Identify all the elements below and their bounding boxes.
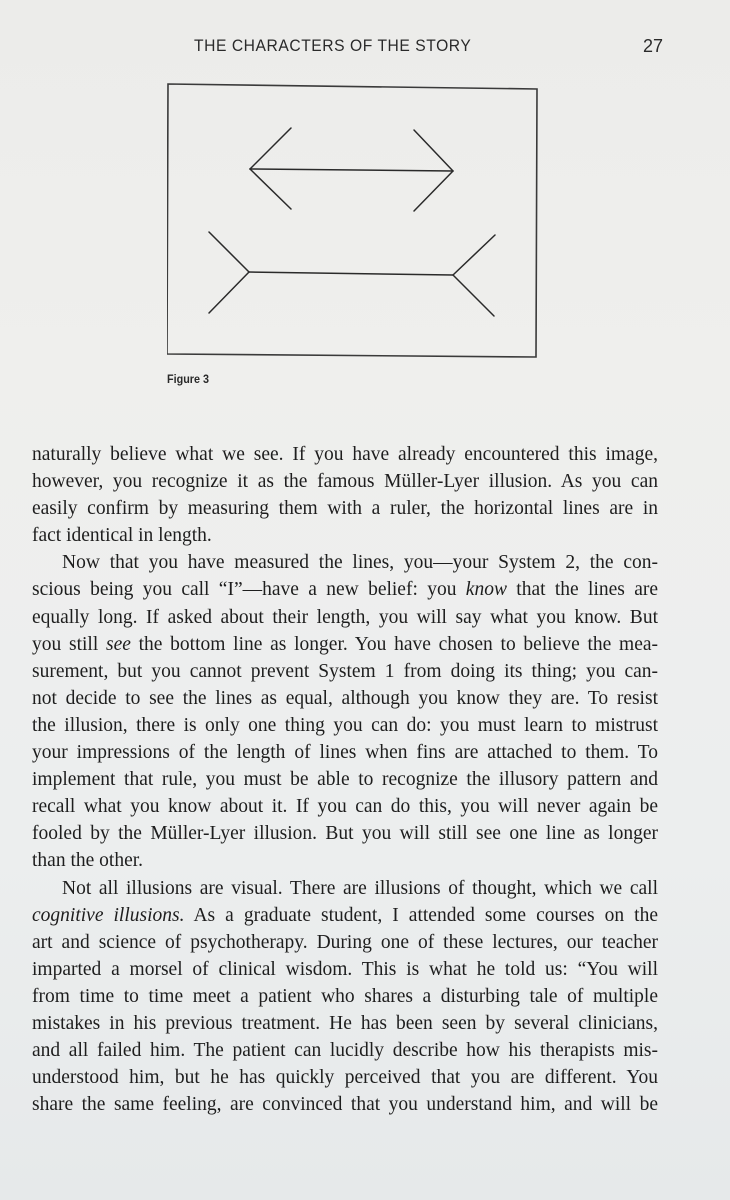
- text-segment: that the lines are: [506, 579, 659, 601]
- text-line: [32, 875, 658, 902]
- top-line-arrowheads: [250, 128, 453, 211]
- text-line: [32, 793, 658, 820]
- text-line: [32, 549, 658, 576]
- text-line: [32, 495, 658, 522]
- text-line: [32, 820, 658, 847]
- figure-frame: [167, 84, 537, 357]
- bottom-line-fins: [209, 232, 495, 316]
- text-line: [32, 929, 658, 956]
- text-segment: not decide to see the lines as equal, although you know they are. To resist: [32, 687, 658, 709]
- figure-caption: Figure 3: [167, 372, 210, 386]
- text-segment: surement, but you cannot prevent System 1 from doing its thing; you can-: [32, 660, 658, 682]
- text-segment: your impressions of the length of lines when fins are attached to them. To: [32, 742, 658, 764]
- text-line: [32, 766, 658, 793]
- paragraph: [32, 549, 658, 874]
- text-line: [32, 847, 658, 874]
- text-line: [32, 902, 658, 929]
- text-segment: imparted a morsel of clinical wisdom. This is what he told us: “You will: [32, 958, 658, 980]
- text-segment: recall what you know about it. If you can do this, you will never again be: [32, 796, 658, 818]
- text-line: [32, 1064, 658, 1091]
- figure-muller-lyer-illusion: [167, 83, 537, 357]
- text-line: [32, 685, 658, 712]
- paragraph: [32, 875, 658, 1119]
- text-segment: the illusion, there is only one thing you can do: you must learn to mistrust: [32, 714, 658, 736]
- text-segment: than the other.: [32, 850, 144, 872]
- text-segment: As a graduate student, I attended some courses on the: [184, 904, 658, 926]
- text-segment: easily confirm by measuring them with a ruler, the horizontal lines are in: [32, 498, 658, 520]
- text-segment: the bottom line as longer. You have chosen to believe the mea-: [130, 633, 658, 655]
- text-segment: from time to time meet a patient who shares a disturbing tale of multiple: [32, 985, 658, 1007]
- text-segment: scious being you call “I”—have a new belief: you: [32, 579, 466, 601]
- text-segment: share the same feeling, are convinced that you understand him, and will be: [32, 1094, 658, 1116]
- text-line: [32, 1010, 658, 1037]
- text-segment: implement that rule, you must be able to recognize the illusory pattern and: [32, 769, 658, 791]
- text-segment: equally long. If asked about their length, you will say what you know. But: [32, 606, 658, 628]
- text-line: [32, 956, 658, 983]
- text-segment: mistakes in his previous treatment. He has been seen by several clinicians,: [32, 1012, 658, 1034]
- italic-text: know: [465, 579, 507, 601]
- text-segment: art and science of psychotherapy. During one of these lectures, our teacher: [32, 931, 658, 953]
- text-line: [32, 983, 658, 1010]
- text-line: [32, 468, 658, 495]
- text-line: [32, 522, 658, 549]
- text-segment: however, you recognize it as the famous Müller-Lyer illusion. As you can: [32, 471, 658, 493]
- text-line: [32, 1091, 658, 1118]
- italic-text: see: [105, 633, 131, 655]
- paragraph: [32, 441, 658, 549]
- text-segment: fact identical in length.: [32, 525, 212, 547]
- text-line: [32, 441, 658, 468]
- italic-text: cognitive illusions.: [32, 904, 185, 926]
- body-text: [32, 441, 658, 1118]
- text-line: [32, 576, 658, 603]
- text-line: [32, 631, 658, 658]
- text-line: [32, 712, 658, 739]
- text-segment: Not all illusions are visual. There are illusions of thought, which we call: [62, 877, 658, 899]
- text-segment: and all failed him. The patient can lucidly describe how his therapists mis-: [32, 1040, 658, 1062]
- text-segment: you still: [32, 633, 106, 655]
- text-segment: naturally believe what we see. If you have already encountered this image,: [32, 444, 658, 465]
- text-line: [32, 739, 658, 766]
- muller-lyer-diagram: [167, 83, 539, 359]
- text-segment: understood him, but he has quickly perceived that you are different. You: [32, 1067, 658, 1089]
- text-segment: Now that you have measured the lines, you—your System 2, the con-: [62, 552, 658, 574]
- text-segment: fooled by the Müller-Lyer illusion. But you will still see one line as longer: [32, 823, 658, 845]
- text-line: [32, 604, 658, 631]
- running-head: THE CHARACTERS OF THE STORY: [194, 36, 472, 55]
- text-line: [32, 658, 658, 685]
- text-line: [32, 1037, 658, 1064]
- page-number: 27: [643, 36, 664, 56]
